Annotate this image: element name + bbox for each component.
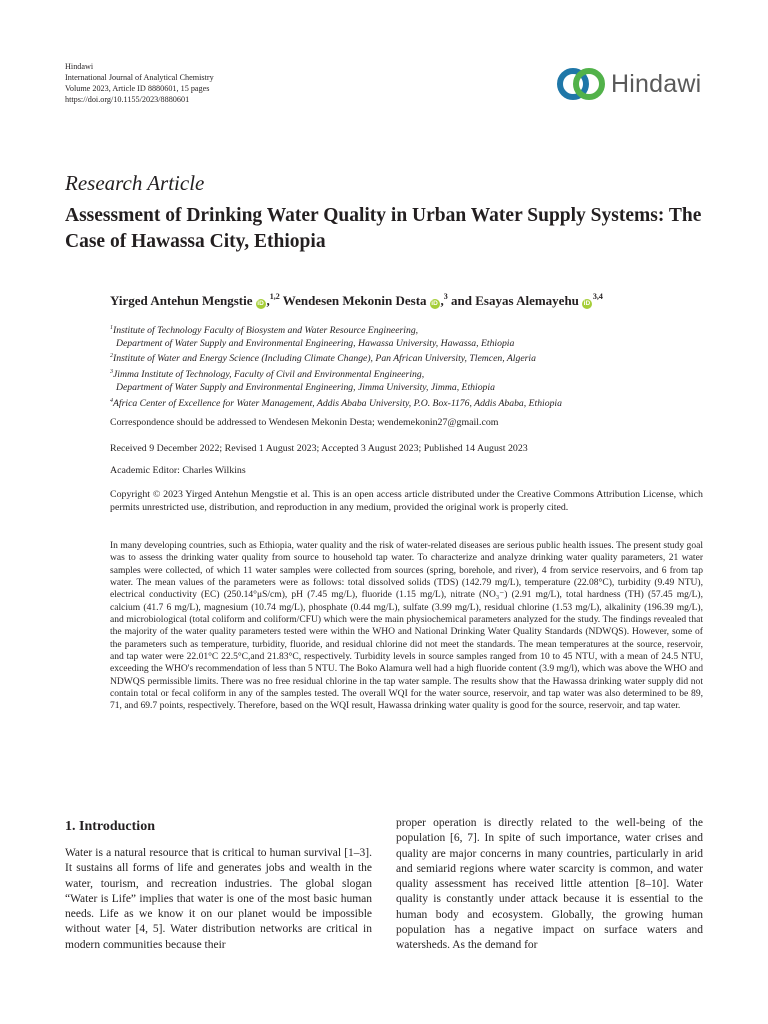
publication-dates: Received 9 December 2022; Revised 1 August 2023; Accepted 3 August 2023; Published 14 August 2023 bbox=[110, 443, 528, 454]
academic-editor: Academic Editor: Charles Wilkins bbox=[110, 465, 246, 476]
volume-info: Volume 2023, Article ID 8880601, 15 pages bbox=[65, 84, 210, 93]
journal-name: International Journal of Analytical Chemistry bbox=[65, 73, 214, 82]
author-affiliation: 3 bbox=[443, 292, 448, 301]
affiliation-line: Department of Water Supply and Environmental Engineering, Hawassa University, Hawassa, Ethiopia bbox=[116, 337, 515, 349]
affiliation-line: $^3$Jimma Institute of Technology, Faculty of Civil and Environmental Engineering, bbox=[110, 369, 425, 381]
orcid-icon[interactable]: iD bbox=[257, 300, 264, 307]
hindawi-logo bbox=[556, 62, 712, 106]
author-separator: and bbox=[447, 293, 476, 308]
affiliation-line: $^2$Institute of Water and Energy Science (Including Climate Change), Pan African University, Tlemcen, Algeria bbox=[110, 353, 536, 365]
affiliation-line: Department of Water Supply and Environmental Engineering, Jimma University, Jimma, Ethiopia bbox=[116, 381, 495, 393]
orcid-icon[interactable]: iD bbox=[583, 300, 591, 307]
hindawi-logo-icon bbox=[556, 64, 606, 104]
publisher-name: Hindawi bbox=[65, 62, 94, 71]
body-text-right-column: proper operation is directly related to the well-being of the population [6, 7]. In spite of such importance, water crises and quality are major concerns in many countries, particularly in arid and semiarid regions where water scarcity is common, and water quality assessment has received little attention [8–10]. Water quality is constantly under attack because it is essential to the human body and ecosystem. Globally, the growing human population has a negative impact on surface waters and watersheds. As the demand for bbox=[396, 817, 703, 952]
author-affiliation: 1,2 bbox=[269, 292, 280, 301]
correspondence: Correspondence should be addressed to Wendesen Mekonin Desta; wendemekonin27@gmail.com bbox=[110, 417, 499, 428]
author-name: Yirged Antehun Mengstie bbox=[110, 293, 253, 308]
copyright-notice: Copyright © 2023 Yirged Antehun Mengstie et al. This is an open access article distributed under the Creative Commons Attribution License, which permits unrestricted use, distribution, and reproduction in any medium, provided the original work is properly cited. bbox=[110, 489, 703, 513]
orcid-icon[interactable]: iD bbox=[431, 300, 438, 307]
affiliation-number: 2 bbox=[110, 353, 113, 360]
article-type: Research Article bbox=[65, 171, 205, 195]
body-text-left-column: Water is a natural resource that is critical to human survival [1–3]. It sustains all forms of life and generates jobs and wealth in the water, tourism, and recreation industries. The global slogan “Water is Life” implies that water is one of the most basic human needs. Life as we know it on our planet would be impossible without water [4, 5]. Water distribution networks are critical in modern communities because their bbox=[65, 847, 372, 951]
affiliation-number: 4 bbox=[110, 397, 113, 404]
author-separator: , bbox=[266, 293, 270, 308]
affiliation-line: $^1$Institute of Technology Faculty of Biosystem and Water Resource Engineering, bbox=[110, 325, 419, 336]
author-name: Wendesen Mekonin Desta bbox=[282, 293, 427, 308]
logo-text: Hindawi bbox=[611, 69, 702, 98]
author-list bbox=[110, 292, 603, 309]
section-heading: 1. Introduction bbox=[65, 819, 155, 834]
author-separator: , bbox=[440, 293, 444, 308]
affiliation-list bbox=[110, 322, 562, 410]
abstract: In many developing countries, such as Ethiopia, water quality and the risk of water-related diseases are serious public health issues. The present study goal was to assess the drinking water quality from source to household tap water. To characterize and analyze drinking water quality parameters, 21 water samples were collected, of which 11 water samples were collected from sources (spring, borehole, and river), 4 from service reservoirs, and 6 from tap water. The mean values of the parameters were as follows: total dissolved solids (TDS) (142.79 mg/L), temperature (22.08°C), turbidity (9.49 NTU), electrical conductivity (EC) (250.14°μS/cm), pH (7.45 mg/L), fluoride (1.15 mg/L), nitrate (NO₃⁻) (2.91 mg/L), total hardness (TH) (57.45 mg/L), calcium (41.7 6 mg/L), magnesium (10.74 mg/L), phosphate (0.44 mg/L), sulfate (3.99 mg/L), residual chlorine (1.53 mg/L), alkalinity (196.39 mg/L), and microbiological (total coliform and coliform/CFU) which were the main physiochemical parameters analyzed for the study. The findings revealed that the majority of the water quality parameters tested were within the WHO and National Drinking Water Quality Standards (NDWQS). However, some of the parameters such as temperature, turbidity, fluoride, and residual chlorine did not meet the standards. The mean temperatures at the source, reservoir, and tap water were 22.01°C 22.5°C,and 21.83°C, respectively. Turbidity levels in source samples ranged from 10 to 45 NTU, with a mean of 24.5 NTU, exceeding the WHO's recommendation of less than 5 NTU. The Boko Alamura well had a high fluoride content (3.9 mg/l), which was above the WHO and NDWQS permissible limits. There was no free residual chlorine in the tap water sample. The results show that the Hawassa drinking water supply did not contain total or fecal coliform in any of the samples tested. The overall WQI for the water source, reservoir, and tap water was also determined to be 89, 71, and 69.7 points, respectively. Therefore, based on the WQI result, Hawassa drinking water quality is good for the source, reservoir, and tap water. bbox=[110, 540, 703, 712]
article-title: Assessment of Drinking Water Quality in Urban Water Supply Systems: The Case of Hawassa City, Ethiopia bbox=[65, 205, 702, 252]
author-name: Esayas Alemayehu bbox=[475, 293, 579, 308]
affiliation-number: 1 bbox=[110, 325, 113, 331]
affiliation-number: 3 bbox=[110, 369, 113, 376]
doi-link[interactable]: https://doi.org/10.1155/2023/8880601 bbox=[65, 95, 190, 104]
journal-header bbox=[65, 61, 214, 105]
author-affiliation: 3,4 bbox=[592, 292, 603, 301]
affiliation-line: $^4$Africa Center of Excellence for Water Management, Addis Ababa University, P.O. Box-1176, Addis Ababa, Ethiopia bbox=[110, 397, 562, 409]
